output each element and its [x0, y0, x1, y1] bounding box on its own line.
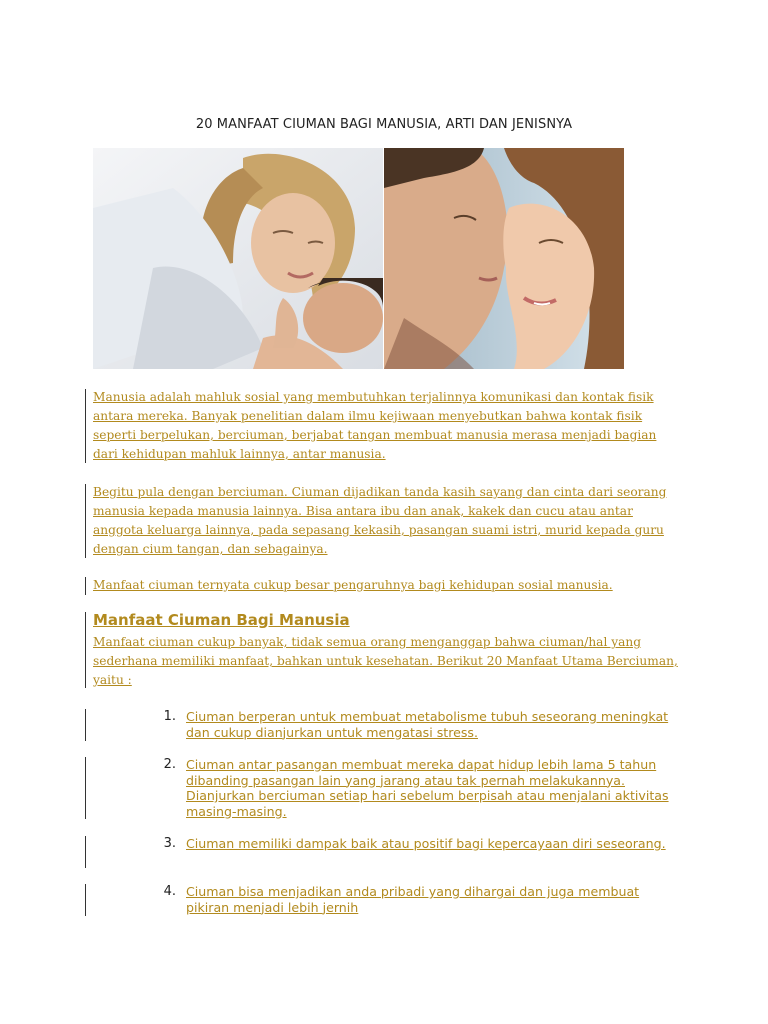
couple-photo-left — [93, 148, 383, 369]
list-item[interactable]: Ciuman bisa menjadikan anda pribadi yang dihargai dan juga membuat pikiran menjadi lebih jernih — [186, 884, 640, 915]
margin-bar — [85, 836, 86, 868]
list-number: 1. — [163, 709, 176, 724]
margin-bar — [85, 757, 86, 819]
intro-paragraph-2[interactable]: Begitu pula dengan berciuman. Ciuman dijadikan tanda kasih sayang dan cinta dari seorang manusia kepada manusia lainnya. Bisa antara ibu dan anak, kakek dan cucu atau antar anggota keluarga lainnya, pada sepasang kekasih, pasangan suami istri, murid kepada guru dengan cium tangan, dan sebagainya. — [93, 485, 667, 556]
list-item[interactable]: Ciuman berperan untuk membuat metabolisme tubuh seseorang meningkat dan cukup dianjurkan untuk mengatasi stress. — [186, 709, 669, 740]
margin-bar — [85, 884, 86, 916]
margin-bar — [85, 612, 86, 688]
margin-bar — [85, 389, 86, 463]
margin-bar — [85, 709, 86, 741]
margin-bar — [85, 577, 86, 595]
couple-photo-right — [384, 148, 624, 369]
section-intro[interactable]: Manfaat ciuman cukup banyak, tidak semua orang menganggap bahwa ciuman/hal yang sederhana memiliki manfaat, bahkan untuk kesehatan. Berikut 20 Manfaat Utama Berciuman, yaitu : — [93, 635, 678, 687]
page-title: 20 MANFAAT CIUMAN BAGI MANUSIA, ARTI DAN JENISNYA — [195, 117, 573, 132]
list-item[interactable]: Ciuman memiliki dampak baik atau positif bagi kepercayaan diri seseorang. — [186, 836, 666, 851]
intro-paragraph-1[interactable]: Manusia adalah mahluk sosial yang membutuhkan terjalinnya komunikasi dan kontak fisik antara mereka. Banyak penelitian dalam ilmu kejiwaan menyebutkan bahwa kontak fisik seperti berpelukan, berciuman, berjabat tangan membuat manusia merasa menjadi bagian dari kehidupan mahluk lainnya, antar manusia. — [93, 390, 657, 461]
margin-bar — [85, 484, 86, 558]
section-heading[interactable]: Manfaat Ciuman Bagi Manusia — [93, 611, 350, 629]
list-number: 2. — [163, 757, 176, 772]
list-number: 3. — [163, 836, 176, 851]
list-number: 4. — [163, 884, 176, 899]
list-item[interactable]: Ciuman antar pasangan membuat mereka dapat hidup lebih lama 5 tahun dibanding pasangan lain yang jarang atau tak pernah melakukannya. Dianjurkan berciuman setiap hari sebelum berpisah atau menjalani aktivitas masing-masing. — [186, 757, 669, 819]
intro-paragraph-3[interactable]: Manfaat ciuman ternyata cukup besar pengaruhnya bagi kehidupan sosial manusia. — [93, 578, 613, 592]
